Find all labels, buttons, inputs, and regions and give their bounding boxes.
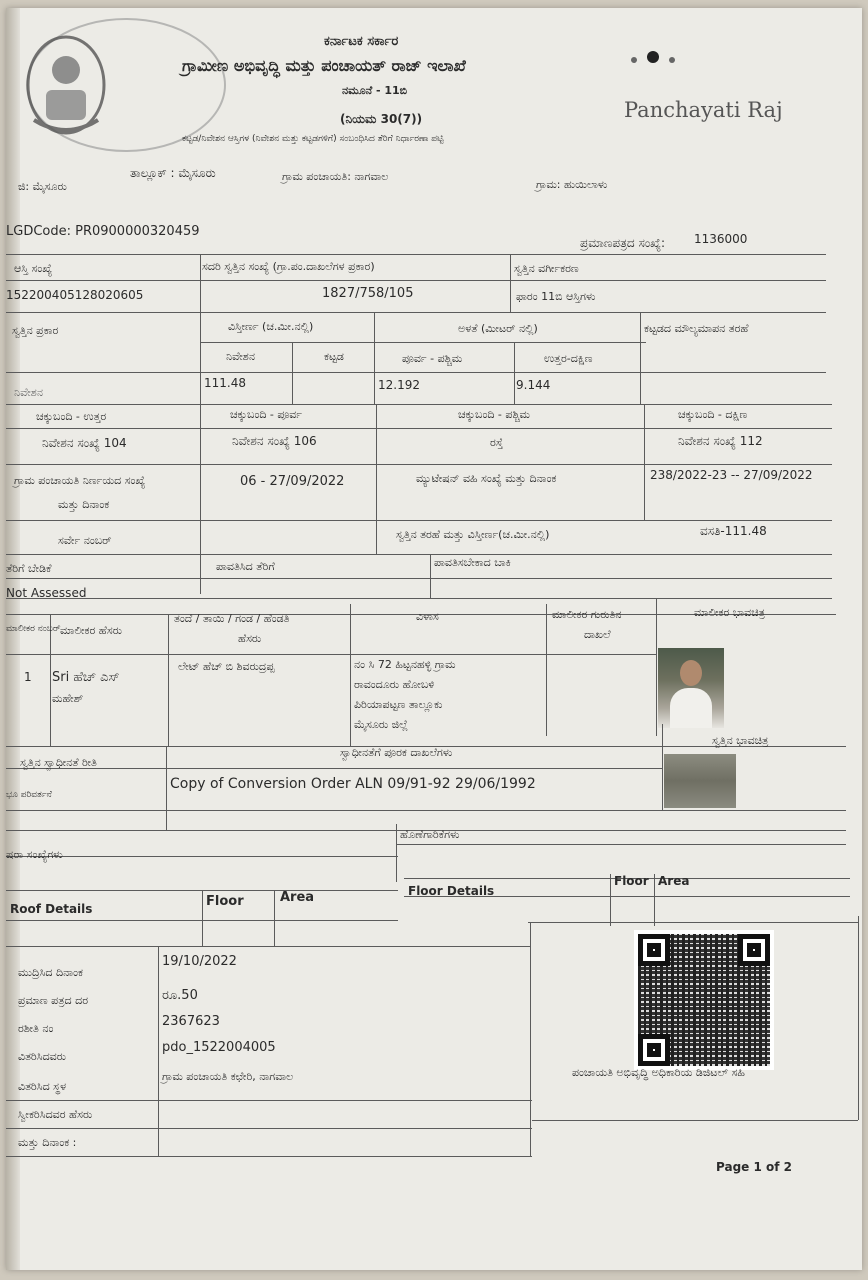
property-photo bbox=[664, 754, 736, 808]
logo-dots bbox=[631, 48, 685, 67]
property-type-value: ನಿವೇಶನ bbox=[14, 386, 43, 399]
header-panchayat: ಗ್ರಾಮ ಪಂಚಾಯತಿ: ನಾಗವಾಲ bbox=[282, 170, 389, 183]
header-form: ನಮೂನೆ - 11ಬಿ bbox=[342, 84, 408, 97]
issued-by-label: ವಿತರಿಸಿದವರು bbox=[18, 1050, 67, 1063]
header-government: ಕರ್ನಾಟಕ ಸರ್ಕಾರ bbox=[324, 34, 399, 49]
property-gp-number-value: 1827/758/105 bbox=[322, 286, 414, 301]
remarks-label: ಷರಾ ಸಂಖ್ಯೆಗಳು bbox=[6, 848, 63, 861]
dimension-label: ಅಳತೆ (ಮೀಟರ್ ನಲ್ಲಿ) bbox=[458, 322, 538, 335]
receiver-date-label: ಮತ್ತು ದಿನಾಂಕ : bbox=[18, 1136, 77, 1149]
tax-demand-label: ತೆರಿಗೆ ಬೇಡಿಕೆ bbox=[6, 562, 52, 575]
receipt-number-value: 2367623 bbox=[162, 1014, 220, 1029]
owner-sl: 1 bbox=[24, 670, 32, 684]
resolution-value: 06 - 27/09/2022 bbox=[240, 474, 345, 489]
floor-area-label: Area bbox=[658, 874, 690, 888]
building-tax-label: ಕಟ್ಟಡದ ಮೌಲ್ಯಮಾಪನ ತರಹೆ bbox=[644, 322, 749, 335]
liabilities-label: ಹೊಣೆಗಾರಿಕೆಗಳು bbox=[400, 828, 460, 841]
owner-address-label: ವಿಳಾಸ bbox=[416, 610, 439, 623]
owner-name-line2: ಮಹೇಶ್ bbox=[52, 692, 84, 705]
owner-id-label-line1: ಮಾಲೀಕರ ಗುರುತಿನ bbox=[552, 608, 622, 621]
page-number: Page 1 of 2 bbox=[716, 1160, 792, 1174]
east-west-label: ಪೂರ್ವ - ಪಶ್ಚಿಮ bbox=[402, 352, 463, 365]
owner-sl-label: ಮಾಲೀಕರ ನಂಬರ್ bbox=[6, 624, 61, 634]
tax-status: Not Assessed bbox=[6, 586, 87, 600]
building-label: ಕಟ್ಟಡ bbox=[324, 350, 344, 363]
boundary-east-label: ಚಕ್ಕುಬಂದಿ - ಪೂರ್ವ bbox=[230, 408, 303, 421]
header-department: ಗ್ರಾಮೀಣ ಅಭಿವೃದ್ಧಿ ಮತ್ತು ಪಂಚಾಯತ್ ರಾಜ್ ಇಲಾಖೆ bbox=[182, 56, 466, 75]
issued-by-value: pdo_1522004005 bbox=[162, 1040, 276, 1055]
resolution-label-line2: ಮತ್ತು ದಿನಾಂಕ bbox=[58, 498, 110, 511]
government-emblem-icon bbox=[16, 30, 116, 140]
boundary-north-label: ಚಕ್ಕುಬಂದಿ - ಉತ್ತರ bbox=[36, 410, 107, 423]
owner-address-line3: ಪಿರಿಯಾಪಟ್ಟಣ ತಾಲ್ಲೂಕು bbox=[354, 698, 443, 711]
header-subtitle: ಕಟ್ಟಡ/ನಿವೇಶನ ಆಸ್ತಿಗಳ (ನಿವೇಶನ ಮತ್ತು ಕಟ್ಟಡಗಳಿಗೆ) ಸಂಬಂಧಿಸಿದ ತೆರಿಗೆ ನಿರ್ಧಾರಣಾ ಪಟ್ಟಿ bbox=[182, 134, 444, 144]
roof-details-label: Roof Details bbox=[10, 902, 93, 916]
mutation-value: 238/2022-23 -- 27/09/2022 bbox=[650, 468, 813, 482]
lgd-code: LGDCode: PR0900000320459 bbox=[6, 224, 200, 239]
floor-details-label: Floor Details bbox=[408, 884, 495, 898]
owner-name-label: ಮಾಲೀಕರ ಹೆಸರು bbox=[60, 624, 123, 637]
certificate-number-label: ಪ್ರಮಾಣಪತ್ರದ ಸಂಖ್ಯೆ: bbox=[580, 236, 666, 250]
header-district: ಜಿ: ಮೈಸೂರು bbox=[18, 180, 67, 193]
property-gp-number-label: ಸದರಿ ಸ್ವತ್ತಿನ ಸಂಖ್ಯೆ (ಗ್ರಾ.ಪಂ.ದಾಖಲೆಗಳ ಪ್ರಕಾರ) bbox=[202, 260, 375, 273]
survey-number-label: ಸರ್ವೇ ನಂಬರ್ bbox=[58, 534, 112, 547]
header-village: ಗ್ರಾಮ: ಹುಯಿಲಾಳು bbox=[536, 178, 608, 191]
tax-paid-label: ಪಾವತಿಸಿದ ತೆರಿಗೆ bbox=[216, 560, 275, 573]
boundary-west-value: ರಸ್ತೆ bbox=[490, 436, 504, 449]
owner-address-line1: ನಂ ಸಿ 72 ಹಿಟ್ಟನಹಳ್ಳಿ ಗ್ರಾಮ bbox=[354, 658, 456, 671]
qr-code bbox=[634, 930, 774, 1070]
certificate-fee-value: ರೂ.50 bbox=[162, 988, 198, 1003]
owner-address-line4: ಮೈಸೂರು ಜಿಲ್ಲೆ bbox=[354, 718, 408, 731]
boundary-south-label: ಚಕ್ಕುಬಂದಿ - ದಕ್ಷಿಣ bbox=[678, 408, 748, 421]
property-nature-value: ವಸತಿ-111.48 bbox=[700, 524, 767, 538]
east-west-value: 12.192 bbox=[378, 378, 420, 392]
boundary-west-label: ಚಕ್ಕುಬಂದಿ - ಪಶ್ಚಿಮ bbox=[458, 408, 531, 421]
certificate-sheet bbox=[6, 8, 862, 1270]
boundary-east-value: ನಿವೇಶನ ಸಂಖ್ಯೆ 106 bbox=[232, 434, 317, 448]
resolution-label-line1: ಗ್ರಾಮ ಪಂಚಾಯತಿ ನಿರ್ಣಯದ ಸಂಖ್ಯೆ bbox=[14, 474, 146, 487]
site-label: ನಿವೇಶನ bbox=[226, 350, 255, 363]
receiver-name-label: ಸ್ವೀಕರಿಸಿದವರ ಹೆಸರು bbox=[18, 1108, 93, 1121]
owner-photo bbox=[658, 648, 724, 728]
owner-address-line2: ರಾವಂದೂರು ಹೋಬಳಿ bbox=[354, 678, 435, 691]
ownership-docs-value: Copy of Conversion Order ALN 09/91-92 29/06/1992 bbox=[170, 776, 536, 792]
owner-name-line1: Sri ಹೆಚ್ ಎಸ್ bbox=[52, 670, 120, 685]
property-type-label: ಸ್ವತ್ತಿನ ಪ್ರಕಾರ bbox=[12, 324, 59, 337]
property-class-label: ಸ್ವತ್ತಿನ ವರ್ಗೀಕರಣ bbox=[514, 262, 579, 275]
floor-floor-label: Floor bbox=[614, 874, 649, 888]
tax-balance-label: ಪಾವತಿಸಬೇಕಾದ ಬಾಕಿ bbox=[434, 556, 511, 569]
header-rule: (ನಿಯಮ 30(7)) bbox=[340, 112, 423, 126]
ownership-mode-value: ಭೂ ಪರಿವರ್ತನೆ bbox=[6, 790, 52, 800]
panchayati-raj-logo-text: Panchayati Raj bbox=[624, 98, 783, 122]
property-id-label: ಆಸ್ತಿ ಸಂಖ್ಯೆ bbox=[14, 262, 53, 275]
north-south-label: ಉತ್ತರ-ದಕ್ಷಿಣ bbox=[544, 352, 593, 365]
owner-photo-label: ಮಾಲೀಕರ ಭಾವಚಿತ್ರ bbox=[694, 606, 765, 619]
printed-date-value: 19/10/2022 bbox=[162, 954, 237, 969]
roof-area-label: Area bbox=[280, 890, 315, 905]
certificate-number: 1136000 bbox=[694, 232, 748, 246]
roof-floor-label: Floor bbox=[206, 894, 244, 909]
certificate-fee-label: ಪ್ರಮಾಣ ಪತ್ರದ ದರ bbox=[18, 994, 89, 1007]
printed-date-label: ಮುದ್ರಿಸಿದ ದಿನಾಂಕ bbox=[18, 966, 83, 979]
owner-father-label-line2: ಹೆಸರು bbox=[238, 632, 262, 645]
owner-father-label-line1: ತಂದೆ / ತಾಯಿ / ಗಂಡ / ಹೆಂಡತಿ bbox=[174, 612, 290, 625]
owner-id-label-line2: ದಾಖಲೆ bbox=[584, 628, 611, 641]
ownership-mode-label: ಸ್ವತ್ತಿನ ಸ್ವಾಧೀನತೆ ರೀತಿ bbox=[20, 756, 97, 769]
receipt-number-label: ರಶೀತಿ ನಂ bbox=[18, 1022, 54, 1035]
digital-signature-label: ಪಂಚಾಯತಿ ಅಭಿವೃದ್ಧಿ ಅಧಿಕಾರಿಯ ಡಿಜಿಟಲ್ ಸಹಿ bbox=[572, 1066, 745, 1079]
ownership-docs-label: ಸ್ವಾಧೀನತೆಗೆ ಪೂರಕ ದಾಖಲೆಗಳು bbox=[340, 746, 453, 759]
site-area-value: 111.48 bbox=[204, 376, 246, 390]
issued-place-label: ವಿತರಿಸಿದ ಸ್ಥಳ bbox=[18, 1080, 67, 1093]
north-south-value: 9.144 bbox=[516, 378, 551, 392]
property-id-value: 152200405128020605 bbox=[6, 288, 144, 302]
property-nature-label: ಸ್ವತ್ತಿನ ತರಹೆ ಮತ್ತು ವಿಸ್ತೀರ್ಣ(ಚ.ಮೀ.ನಲ್ಲಿ) bbox=[396, 528, 550, 541]
boundary-south-value: ನಿವೇಶನ ಸಂಖ್ಯೆ 112 bbox=[678, 434, 763, 448]
owner-father-name: ಲೇಟ್ ಹೆಚ್ ಬಿ ಶಿವರುದ್ರಪ್ಪ bbox=[178, 660, 275, 673]
property-photo-label: ಸ್ವತ್ತಿನ ಭಾವಚಿತ್ರ bbox=[712, 734, 769, 747]
header-taluk: ತಾಲ್ಲೂಕ್ : ಮೈಸೂರು bbox=[130, 166, 216, 180]
boundary-north-value: ನಿವೇಶನ ಸಂಖ್ಯೆ 104 bbox=[42, 436, 127, 450]
area-label: ವಿಸ್ತೀರ್ಣ (ಚ.ಮೀ.ನಲ್ಲಿ) bbox=[228, 320, 314, 333]
property-class-value: ಫಾರಂ 11ಬಿ ಆಸ್ತಿಗಳು bbox=[516, 290, 596, 303]
issued-place-value: ಗ್ರಾಮ ಪಂಚಾಯತಿ ಕಛೇರಿ, ನಾಗವಾಲ bbox=[162, 1070, 294, 1083]
mutation-label: ಮ್ಯುಟೇಷನ್ ವಹಿ ಸಂಖ್ಯೆ ಮತ್ತು ದಿನಾಂಕ bbox=[416, 472, 557, 485]
